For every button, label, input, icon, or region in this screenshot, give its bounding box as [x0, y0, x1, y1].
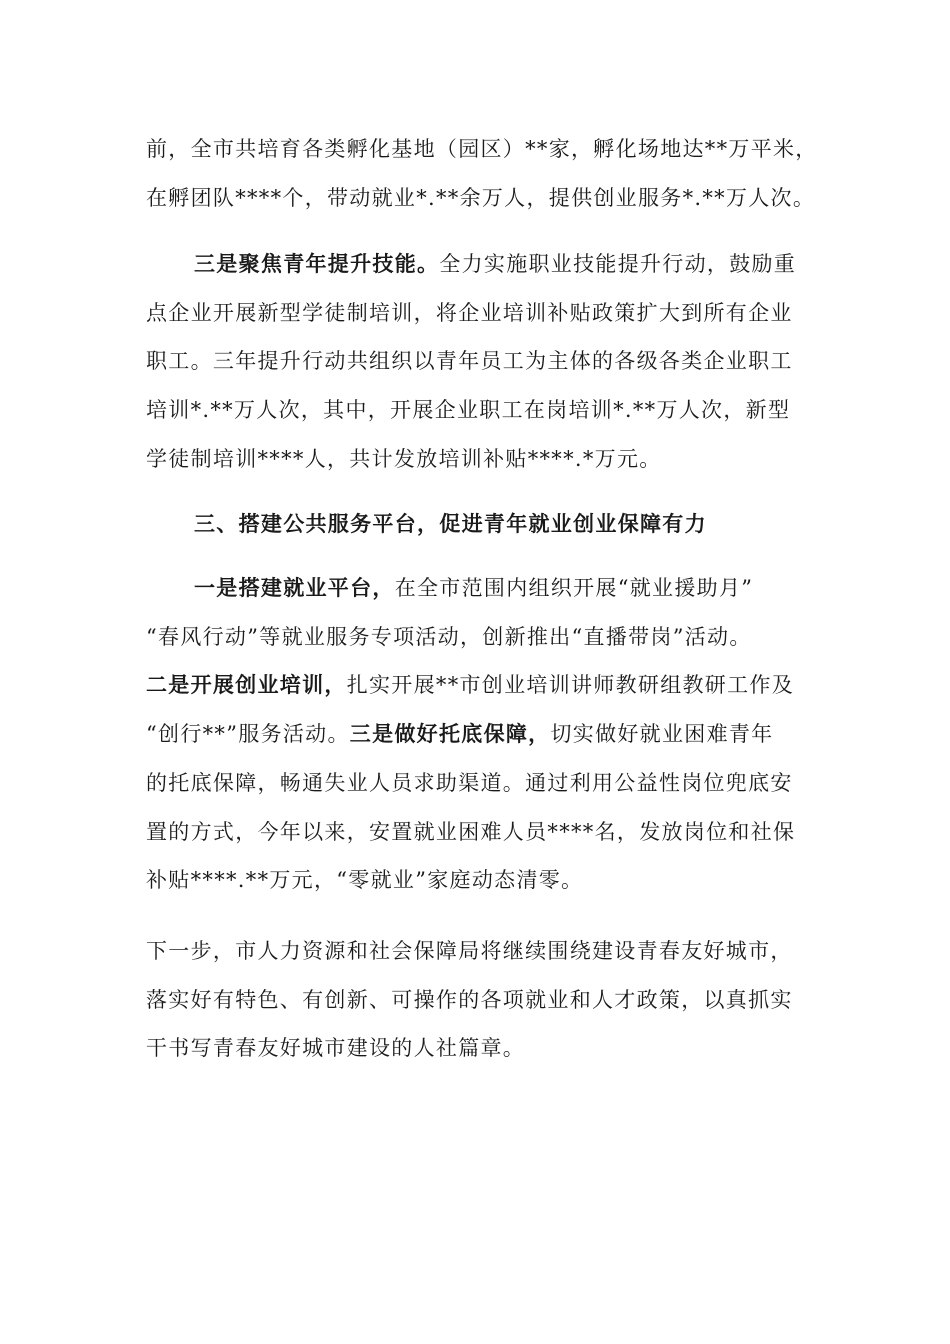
text-line: “春风行动”等就业服务专项活动，创新推出“直播带岗”活动。 [146, 624, 752, 649]
text-run: “创行**”服务活动。 [146, 722, 350, 747]
paragraph-lead: 三是做好托底保障， [349, 721, 551, 747]
paragraph-incubation [146, 125, 818, 222]
text-line [146, 661, 796, 710]
heading-text: 三、搭建公共服务平台，促进青年就业创业保障有力 [194, 511, 707, 536]
text-line: 在孵团队****个，带动就业*.**余万人，提供创业服务*.**万人次。 [146, 185, 816, 210]
paragraph-lead: 一是搭建就业平台， [194, 575, 395, 600]
paragraph-lead: 二是开展创业培训， [146, 672, 347, 698]
text-line: 点企业开展新型学徒制培训，将企业培训补贴政策扩大到所有企业 [146, 300, 793, 325]
text-line [146, 710, 796, 759]
text-line: 下一步，市人力资源和社会保障局将继续围绕建设青春友好城市， [146, 939, 793, 963]
paragraph-services [146, 564, 796, 905]
text-run: 在全市范围内组织开展“就业援助月” [394, 576, 754, 600]
section-heading [146, 500, 796, 549]
paragraph-skills [146, 240, 796, 484]
text-line: 补贴****.**万元，“零就业”家庭动态清零。 [146, 868, 584, 893]
text-line: 培训*.**万人次，其中，开展企业职工在岗培训*.**万人次，新型 [146, 398, 791, 423]
text-line [146, 564, 796, 613]
text-run: 切实做好就业困难青年 [550, 722, 774, 747]
text-line: 学徒制培训****人，共计发放培训补贴****.*万元。 [146, 446, 662, 471]
text-line: 落实好有特色、有创新、可操作的各项就业和人才政策，以真抓实 [146, 987, 793, 1012]
text-line: 职工。三年提升行动共组织以青年员工为主体的各级各类企业职工 [146, 349, 793, 374]
text-line: 前，全市共培育各类孵化基地（园区）**家，孵化场地达**万平米， [146, 137, 818, 161]
text-line: 干书写青春友好城市建设的人社篇章。 [146, 1036, 526, 1061]
text-run: 扎实开展**市创业培训讲师教研组教研工作及 [346, 673, 795, 698]
text-line: 置的方式，今年以来，安置就业困难人员****名，发放岗位和社保 [146, 819, 796, 844]
text-run: 全力实施职业技能提升行动，鼓励重 [439, 252, 797, 276]
paragraph-next-step [146, 927, 796, 1073]
text-line [146, 240, 796, 289]
paragraph-lead: 三是聚焦青年提升技能。 [194, 251, 440, 276]
text-line: 的托底保障，畅通失业人员求助渠道。通过利用公益性岗位兜底安 [146, 770, 793, 795]
